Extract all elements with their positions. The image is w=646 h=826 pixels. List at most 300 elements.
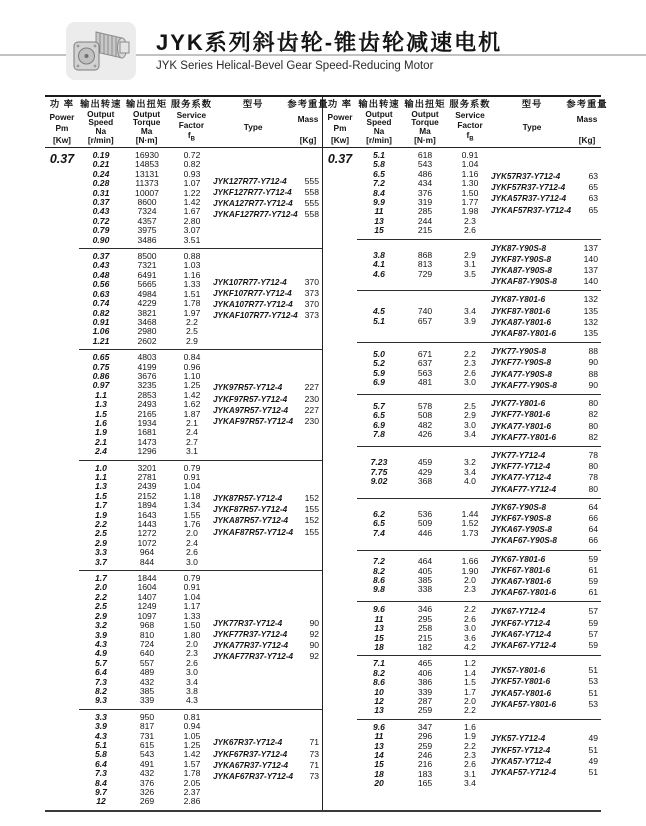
speed-cell: 5.2 bbox=[373, 358, 385, 369]
speed-cell: 15 bbox=[374, 632, 384, 643]
spec-rows bbox=[357, 350, 491, 388]
torque-cell: 578 bbox=[417, 400, 433, 411]
speed-cell: 2.2 bbox=[95, 591, 107, 602]
factor-cell: 1.10 bbox=[183, 370, 201, 381]
factor-cell: 1.98 bbox=[461, 206, 479, 217]
speed-cell: 0.24 bbox=[92, 168, 110, 179]
factor-cell: 2.2 bbox=[464, 705, 476, 716]
factor-cell: 1.04 bbox=[183, 591, 201, 602]
column-header-mass bbox=[566, 99, 608, 145]
mass-cell: 132 bbox=[583, 316, 598, 327]
speed-cell: 1.5 bbox=[95, 490, 107, 501]
type-cell: JYKA67-Y801-6 bbox=[491, 576, 552, 586]
model-list bbox=[491, 502, 601, 547]
speed-cell: 8.2 bbox=[95, 685, 107, 696]
model-row bbox=[491, 294, 598, 305]
model-row bbox=[491, 733, 598, 744]
speed-cell: 1.06 bbox=[92, 326, 110, 337]
factor-cell: 1.17 bbox=[183, 601, 201, 612]
torque-cell: 446 bbox=[417, 527, 433, 538]
speed-cell: 3.9 bbox=[95, 629, 107, 640]
model-row bbox=[491, 205, 598, 216]
model-row bbox=[491, 265, 598, 276]
spec-rows bbox=[79, 151, 213, 245]
speed-cell: 5.9 bbox=[373, 367, 385, 378]
model-row bbox=[491, 502, 598, 513]
spec-block bbox=[79, 460, 322, 570]
model-row bbox=[213, 209, 319, 220]
mass-cell: 51 bbox=[588, 766, 598, 777]
header-text: Power bbox=[327, 111, 353, 122]
torque-cell: 964 bbox=[139, 547, 155, 558]
torque-cell: 2853 bbox=[137, 389, 157, 400]
speed-cell: 9.7 bbox=[95, 787, 107, 797]
factor-cell: 1.42 bbox=[183, 749, 201, 760]
mass-cell: 90 bbox=[309, 639, 319, 650]
spec-row bbox=[357, 643, 491, 652]
factor-cell: 1.18 bbox=[183, 490, 201, 501]
factor-cell: 2.3 bbox=[464, 584, 476, 595]
torque-cell: 813 bbox=[417, 259, 433, 270]
speed-cell: 7.3 bbox=[95, 676, 107, 687]
spec-row bbox=[357, 317, 491, 326]
factor-cell: 1.66 bbox=[461, 556, 479, 567]
torque-cell: 295 bbox=[417, 613, 433, 624]
torque-cell: 491 bbox=[139, 758, 155, 769]
speed-cell: 7.1 bbox=[373, 658, 385, 669]
spec-rows bbox=[357, 659, 491, 715]
torque-cell: 543 bbox=[417, 159, 433, 170]
model-row bbox=[213, 299, 319, 310]
model-row bbox=[213, 288, 319, 299]
type-cell: JYKF77-Y90S-8 bbox=[491, 358, 552, 368]
type-cell: JYK127R77-Y712-4 bbox=[213, 176, 287, 186]
speed-cell: 7.2 bbox=[373, 556, 385, 567]
torque-cell: 740 bbox=[417, 306, 433, 317]
type-cell: JYKA87R57-Y712-4 bbox=[213, 516, 289, 526]
type-cell: JYKA57R37-Y712-4 bbox=[491, 194, 567, 204]
speed-cell: 4.6 bbox=[373, 268, 385, 279]
factor-cell: 2.80 bbox=[183, 215, 201, 226]
model-list bbox=[491, 450, 601, 495]
mass-cell: 78 bbox=[588, 472, 598, 483]
mass-cell: 92 bbox=[309, 628, 319, 639]
speed-cell: 0.19 bbox=[92, 150, 110, 160]
spec-rows bbox=[357, 458, 491, 486]
mass-cell: 227 bbox=[304, 404, 319, 415]
spec-row bbox=[357, 477, 491, 486]
torque-cell: 1249 bbox=[137, 601, 157, 612]
speed-cell: 5.1 bbox=[373, 150, 385, 160]
header-text: 功 率 bbox=[49, 99, 75, 109]
mass-cell: 53 bbox=[588, 676, 598, 687]
mass-cell: 73 bbox=[309, 748, 319, 759]
model-row bbox=[491, 182, 598, 193]
spec-rows bbox=[357, 605, 491, 652]
mass-cell: 59 bbox=[588, 575, 598, 586]
torque-cell: 259 bbox=[417, 740, 433, 751]
header-text: 输出扭矩 bbox=[125, 99, 168, 109]
speed-cell: 0.21 bbox=[92, 159, 110, 170]
torque-cell: 182 bbox=[417, 641, 433, 652]
speed-cell: 1.7 bbox=[95, 573, 107, 584]
torque-cell: 215 bbox=[417, 225, 433, 236]
blocks-column bbox=[79, 148, 322, 810]
torque-cell: 509 bbox=[417, 518, 433, 529]
type-cell: JYK77-Y712-4 bbox=[491, 450, 546, 460]
model-row bbox=[213, 176, 319, 187]
factor-cell: 1.67 bbox=[183, 206, 201, 217]
factor-cell: 3.51 bbox=[183, 234, 201, 245]
type-cell: JYKA67-Y712-4 bbox=[491, 629, 552, 639]
type-cell: JYKAF77-Y801-6 bbox=[491, 432, 557, 442]
model-row bbox=[213, 405, 319, 416]
spec-rows bbox=[357, 251, 491, 279]
torque-cell: 3486 bbox=[137, 234, 157, 245]
model-row bbox=[213, 277, 319, 288]
factor-cell: 1.04 bbox=[183, 481, 201, 492]
factor-cell: 2.6 bbox=[464, 225, 476, 236]
header-text: Service bbox=[176, 109, 207, 120]
speed-cell: 9.9 bbox=[373, 197, 385, 208]
factor-cell: 1.62 bbox=[183, 399, 201, 410]
model-row bbox=[213, 310, 319, 321]
factor-cell: 1.57 bbox=[183, 758, 201, 769]
factor-cell: 3.1 bbox=[186, 446, 198, 457]
model-row bbox=[491, 606, 598, 617]
mass-cell: 132 bbox=[583, 294, 598, 305]
factor-cell: 1.73 bbox=[461, 527, 479, 538]
type-cell: JYK77R37-Y712-4 bbox=[213, 618, 283, 628]
factor-cell: 1.97 bbox=[183, 307, 201, 318]
type-cell: JYKF57-Y801-6 bbox=[491, 677, 551, 687]
torque-cell: 657 bbox=[417, 315, 433, 326]
spec-row bbox=[79, 447, 213, 456]
model-row bbox=[213, 651, 319, 662]
header-text: 输出转速 bbox=[80, 99, 122, 109]
factor-cell: 3.9 bbox=[464, 315, 476, 326]
speed-cell: 0.90 bbox=[92, 234, 110, 245]
mass-cell: 53 bbox=[588, 698, 598, 709]
mass-cell: 59 bbox=[588, 617, 598, 628]
type-cell: JYKA57-Y801-6 bbox=[491, 688, 552, 698]
type-cell: JYKF57-Y712-4 bbox=[491, 745, 551, 755]
torque-cell: 465 bbox=[417, 658, 433, 669]
factor-cell: 1.25 bbox=[183, 380, 201, 391]
model-row bbox=[491, 629, 598, 640]
torque-cell: 3201 bbox=[137, 462, 157, 473]
factor-cell: 2.2 bbox=[464, 348, 476, 359]
factor-cell: 2.4 bbox=[186, 427, 198, 438]
factor-cell: 4.0 bbox=[464, 476, 476, 487]
mass-cell: 80 bbox=[588, 483, 598, 494]
speed-cell: 5.7 bbox=[373, 400, 385, 411]
torque-cell: 482 bbox=[417, 419, 433, 430]
spec-rows bbox=[79, 713, 213, 807]
header-text: [Kg] bbox=[578, 134, 596, 145]
factor-cell: 1.34 bbox=[183, 500, 201, 511]
speed-cell: 5.1 bbox=[95, 739, 107, 750]
speed-cell: 8.6 bbox=[373, 574, 385, 585]
power-column bbox=[323, 148, 357, 810]
torque-cell: 4357 bbox=[137, 215, 157, 226]
speed-cell: 2.5 bbox=[95, 601, 107, 612]
torque-cell: 386 bbox=[417, 677, 433, 688]
model-row bbox=[491, 461, 598, 472]
type-cell: JYKF77-Y712-4 bbox=[491, 462, 551, 472]
model-row bbox=[491, 380, 598, 391]
speed-cell: 5.7 bbox=[95, 657, 107, 668]
spec-block bbox=[357, 446, 601, 498]
model-row bbox=[491, 369, 598, 380]
mass-cell: 51 bbox=[588, 744, 598, 755]
header-text: [r/min] bbox=[366, 134, 392, 145]
factor-cell: 3.0 bbox=[464, 419, 476, 430]
spec-block bbox=[357, 655, 601, 718]
torque-cell: 376 bbox=[139, 777, 155, 788]
factor-cell: 2.7 bbox=[186, 436, 198, 447]
column-header-type bbox=[212, 100, 294, 144]
torque-cell: 339 bbox=[417, 686, 433, 697]
type-cell: JYKF107R77-Y712-4 bbox=[213, 288, 292, 298]
header-text: 输出转速 bbox=[358, 99, 400, 109]
model-row bbox=[491, 450, 598, 461]
type-cell: JYK77-Y90S-8 bbox=[491, 347, 547, 357]
torque-cell: 3468 bbox=[137, 316, 157, 327]
header-text: $f_B$ bbox=[466, 129, 474, 143]
type-cell: JYKF67-Y801-6 bbox=[491, 565, 551, 575]
spec-block bbox=[79, 248, 322, 349]
spec-rows bbox=[357, 151, 491, 236]
factor-cell: 1.33 bbox=[183, 279, 201, 290]
speed-cell: 6.4 bbox=[95, 667, 107, 678]
mass-cell: 71 bbox=[309, 737, 319, 748]
mass-cell: 80 bbox=[588, 398, 598, 409]
factor-cell: 0.82 bbox=[183, 159, 201, 170]
table-body-right bbox=[323, 148, 601, 810]
type-cell: JYKA67R37-Y712-4 bbox=[213, 760, 289, 770]
header-text: 功 率 bbox=[327, 99, 353, 109]
speed-cell: 12 bbox=[374, 696, 384, 706]
speed-cell: 8.4 bbox=[95, 777, 107, 788]
model-row bbox=[213, 640, 319, 651]
spec-rows bbox=[79, 464, 213, 567]
speed-cell: 0.31 bbox=[92, 187, 110, 198]
type-cell: JYK87-Y90S-8 bbox=[491, 243, 547, 253]
factor-cell: 3.1 bbox=[464, 768, 476, 779]
power-value: 0.37 bbox=[327, 152, 353, 166]
speed-cell: 20 bbox=[374, 778, 384, 789]
mass-cell: 61 bbox=[588, 587, 598, 598]
torque-cell: 296 bbox=[417, 731, 433, 742]
header-text: Speed bbox=[88, 117, 114, 128]
mass-cell: 63 bbox=[588, 170, 598, 181]
spec-row bbox=[357, 585, 491, 594]
torque-cell: 3821 bbox=[137, 307, 157, 318]
header-text: 服务系数 bbox=[170, 99, 213, 109]
header-text: Mass bbox=[297, 114, 319, 125]
factor-cell: 0.91 bbox=[183, 582, 201, 593]
factor-cell: 2.6 bbox=[464, 367, 476, 378]
speed-cell: 5.0 bbox=[373, 348, 385, 359]
factor-cell: 1.90 bbox=[461, 565, 479, 576]
torque-cell: 1643 bbox=[137, 509, 157, 520]
type-cell: JYKF87-Y801-6 bbox=[491, 306, 551, 316]
mass-cell: 155 bbox=[304, 504, 319, 515]
torque-cell: 368 bbox=[417, 476, 433, 487]
factor-cell: 1.30 bbox=[461, 178, 479, 189]
mass-cell: 57 bbox=[588, 628, 598, 639]
factor-cell: 1.5 bbox=[464, 677, 476, 688]
torque-cell: 16930 bbox=[135, 150, 159, 160]
table-header-right bbox=[323, 97, 608, 148]
spec-block bbox=[79, 148, 322, 248]
type-cell: JYKF67R37-Y712-4 bbox=[213, 749, 288, 759]
column-header-mass bbox=[287, 99, 329, 145]
factor-cell: 2.86 bbox=[183, 796, 201, 807]
gear-motor-icon bbox=[66, 22, 136, 80]
factor-cell: 0.84 bbox=[183, 352, 201, 363]
model-row bbox=[491, 587, 598, 598]
mass-cell: 73 bbox=[309, 770, 319, 781]
factor-cell: 1.9 bbox=[464, 731, 476, 742]
model-row bbox=[491, 554, 598, 565]
speed-cell: 11 bbox=[374, 613, 384, 624]
torque-cell: 426 bbox=[417, 428, 433, 439]
speed-cell: 0.56 bbox=[92, 279, 110, 290]
factor-cell: 1.77 bbox=[461, 197, 479, 208]
factor-cell: 2.2 bbox=[186, 316, 198, 327]
header-text: Output bbox=[87, 108, 115, 119]
torque-cell: 3235 bbox=[137, 380, 157, 391]
type-cell: JYKA77-Y712-4 bbox=[491, 473, 552, 483]
header-text: Type bbox=[522, 121, 542, 132]
torque-cell: 637 bbox=[417, 358, 433, 369]
spec-block bbox=[79, 349, 322, 459]
factor-cell: 0.91 bbox=[461, 150, 479, 160]
speed-cell: 5.8 bbox=[373, 159, 385, 170]
torque-cell: 3975 bbox=[137, 225, 157, 236]
mass-cell: 370 bbox=[304, 276, 319, 287]
header-text: 型号 bbox=[521, 99, 543, 109]
spec-row bbox=[79, 236, 213, 245]
spec-row bbox=[357, 430, 491, 439]
torque-cell: 4229 bbox=[137, 298, 157, 309]
model-row bbox=[491, 665, 598, 676]
torque-cell: 640 bbox=[139, 648, 155, 659]
type-cell: JYK57-Y801-6 bbox=[491, 666, 546, 676]
model-row bbox=[491, 409, 598, 420]
mass-cell: 90 bbox=[588, 379, 598, 390]
speed-cell: 2.1 bbox=[95, 436, 107, 447]
model-list bbox=[213, 618, 322, 663]
header-text: Torque bbox=[132, 117, 161, 128]
speed-cell: 0.65 bbox=[92, 352, 110, 363]
mass-cell: 230 bbox=[304, 416, 319, 427]
speed-cell: 6.5 bbox=[373, 168, 385, 179]
speed-cell: 2.9 bbox=[95, 537, 107, 548]
speed-cell: 2.0 bbox=[95, 582, 107, 593]
model-row bbox=[491, 756, 598, 767]
spec-row bbox=[357, 226, 491, 235]
torque-cell: 543 bbox=[139, 749, 155, 760]
column-header-type bbox=[491, 100, 573, 144]
torque-cell: 326 bbox=[139, 787, 155, 797]
header-text: [N·m] bbox=[135, 134, 158, 145]
type-cell: JYK67-Y712-4 bbox=[491, 607, 546, 617]
torque-cell: 4984 bbox=[137, 288, 157, 299]
type-cell: JYKF87-Y90S-8 bbox=[491, 254, 552, 264]
spec-block bbox=[357, 719, 601, 792]
torque-cell: 2165 bbox=[137, 408, 157, 419]
factor-cell: 2.3 bbox=[464, 750, 476, 761]
mass-cell: 80 bbox=[588, 461, 598, 472]
mass-cell: 137 bbox=[583, 265, 598, 276]
torque-cell: 8600 bbox=[137, 197, 157, 208]
spec-table-left-half bbox=[45, 97, 329, 810]
factor-cell: 3.0 bbox=[186, 556, 198, 567]
factor-cell: 1.50 bbox=[461, 187, 479, 198]
type-cell: JYKA97R57-Y712-4 bbox=[213, 405, 289, 415]
model-row bbox=[213, 629, 319, 640]
model-row bbox=[491, 640, 598, 651]
model-row bbox=[491, 676, 598, 687]
model-list bbox=[213, 382, 322, 427]
model-row bbox=[213, 515, 319, 526]
model-row bbox=[213, 760, 319, 771]
torque-cell: 1473 bbox=[137, 436, 157, 447]
spec-block bbox=[357, 342, 601, 394]
table-header-left bbox=[45, 97, 329, 148]
factor-cell: 0.96 bbox=[183, 361, 201, 372]
factor-cell: 2.6 bbox=[464, 759, 476, 770]
torque-cell: 968 bbox=[139, 620, 155, 631]
header-text: Output bbox=[411, 108, 439, 119]
mass-cell: 155 bbox=[304, 526, 319, 537]
speed-cell: 7.23 bbox=[370, 457, 388, 468]
torque-cell: 269 bbox=[139, 796, 155, 807]
torque-cell: 434 bbox=[417, 178, 433, 189]
factor-cell: 2.0 bbox=[186, 528, 198, 539]
speed-cell: 9.8 bbox=[373, 584, 385, 595]
mass-cell: 90 bbox=[309, 617, 319, 628]
factor-cell: 0.79 bbox=[183, 462, 201, 473]
factor-cell: 3.4 bbox=[464, 306, 476, 317]
speed-cell: 3.9 bbox=[95, 721, 107, 732]
type-cell: JYKAF57-Y801-6 bbox=[491, 699, 557, 709]
type-cell: JYKA107R77-Y712-4 bbox=[213, 300, 293, 310]
header-text: Ma bbox=[140, 126, 153, 137]
gear-motor-illustration bbox=[70, 26, 132, 76]
type-cell: JYK67R37-Y712-4 bbox=[213, 738, 283, 748]
mass-cell: 140 bbox=[583, 276, 598, 287]
type-cell: JYKA77-Y801-6 bbox=[491, 421, 552, 431]
factor-cell: 2.9 bbox=[464, 249, 476, 260]
mass-cell: 558 bbox=[304, 186, 319, 197]
torque-cell: 13131 bbox=[135, 168, 159, 179]
model-row bbox=[491, 306, 598, 317]
type-cell: JYK77-Y801-6 bbox=[491, 399, 546, 409]
torque-cell: 259 bbox=[417, 705, 433, 716]
torque-cell: 1296 bbox=[137, 446, 157, 457]
type-cell: JYKAF77-Y90S-8 bbox=[491, 380, 557, 390]
type-cell: JYKAF67R37-Y712-4 bbox=[213, 771, 294, 781]
header-text: Output bbox=[365, 108, 393, 119]
header-text: 型号 bbox=[242, 99, 264, 109]
column-header-power bbox=[323, 100, 357, 144]
factor-cell: 1.52 bbox=[461, 518, 479, 529]
mass-cell: 555 bbox=[304, 175, 319, 186]
